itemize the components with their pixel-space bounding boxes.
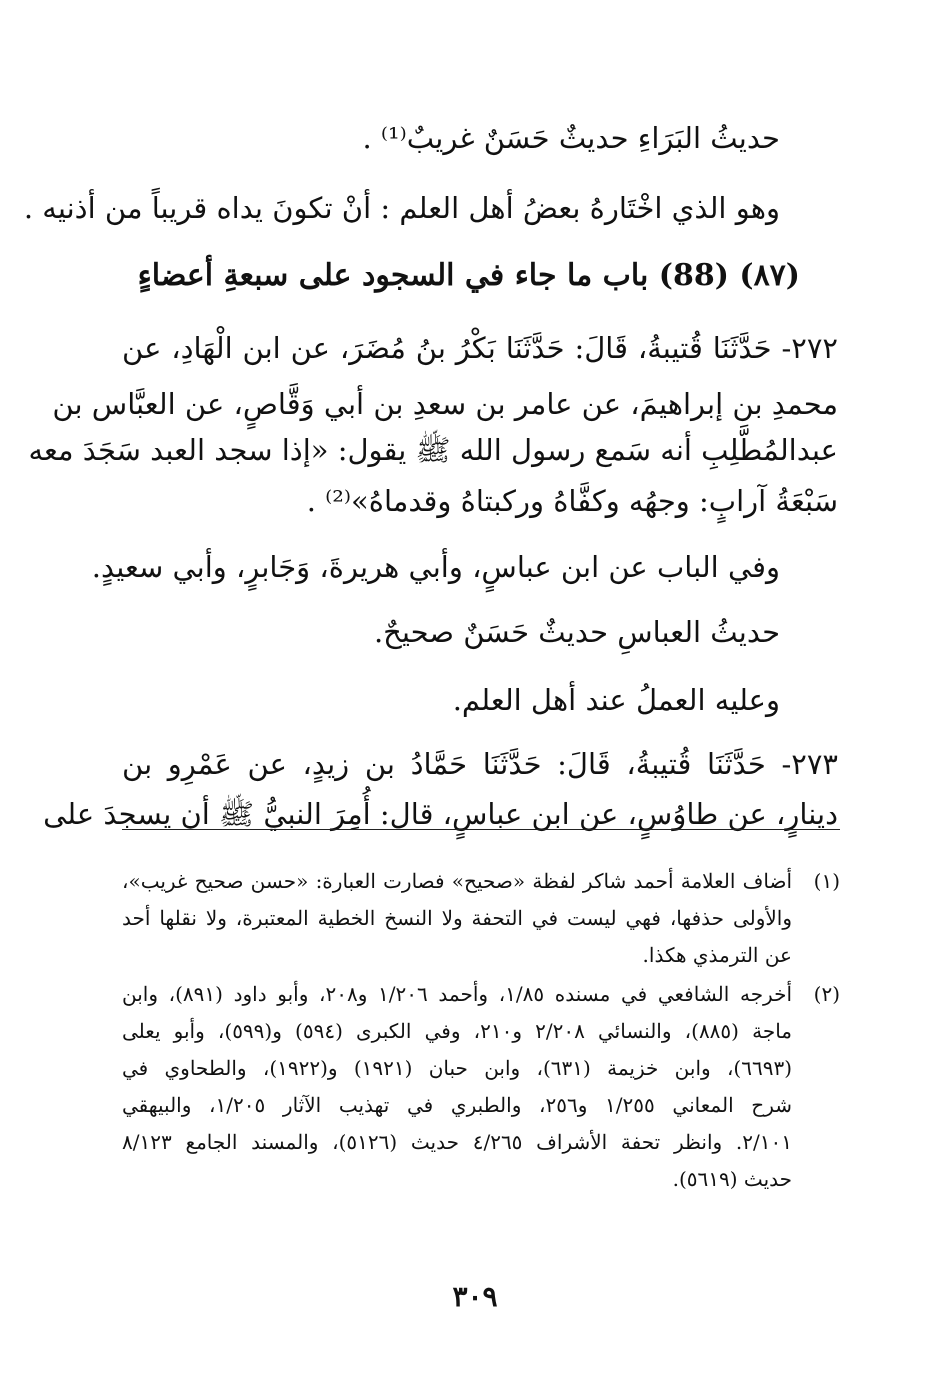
footnote-line: حديث (٥٦١٩). — [672, 1167, 792, 1191]
footnote-line: والأولى حذفها، فهي ليست في التحفة ولا النسخ الخطية المعتبرة، ولا نقلها أحد — [122, 906, 792, 930]
footnote-line: أضاف العلامة أحمد شاكر لفظة «صحيح» فصارت العبارة: «حسن صحيح غريب»، — [122, 869, 792, 893]
footnote-line: عن الترمذي هكذا. — [642, 943, 792, 967]
footnote-number: (١) — [813, 869, 840, 893]
page-number: ٣٠٩ — [452, 1280, 498, 1313]
footnote-separator — [122, 829, 840, 830]
footnote-line: ٢/١٠١. وانظر تحفة الأشراف ٤/٢٦٥ حديث (٥١٢٦)، والمسند الجامع ٨/١٢٣ — [122, 1130, 792, 1154]
text-line: وفي الباب عن ابن عباسٍ، وأبي هريرةَ، وَجَابرٍ، وأبي سعيدٍ. — [91, 550, 780, 584]
text-line: حديثُ البَرَاءِ حديثٌ حَسَنٌ غريبٌ⁽¹⁾ . — [362, 121, 780, 155]
text-line: حديثُ العباسِ حديثٌ حَسَنٌ صحيحٌ. — [373, 615, 780, 649]
hadith-273-line: ٢٧٣- حَدَّثَنَا قُتيبةُ، قَالَ: حَدَّثَنَا حَمَّادُ بن زيدٍ، عن عَمْرِو بن — [122, 747, 838, 781]
footnote-line: أخرجه الشافعي في مسنده ١/٨٥، وأحمد ١/٢٠٦ و٢٠٨، وأبو داود (٨٩١)، وابن — [122, 982, 793, 1006]
footnote-line: شرح المعاني ١/٢٥٥ و٢٥٦، والطبري في تهذيب الآثار ١/٢٠٥، والبيهقي — [122, 1093, 792, 1117]
hadith-272-line: عبدالمُطَّلِبِ أنه سَمع رسول الله ﷺ يقول: «إذا سجد العبد سَجَدَ معه — [28, 433, 838, 467]
hadith-272-line: ٢٧٢- حَدَّثَنَا قُتيبةُ، قَالَ: حَدَّثَنَا بَكْرُ بنُ مُضَرَ، عن ابن الْهَادِ، عن — [122, 331, 838, 365]
chapter-heading: (٨٧) (88) باب ما جاء في السجود على سبعةِ أعضاءٍ — [137, 258, 800, 293]
text-line: وهو الذي اخْتَارهُ بعضُ أهل العلم : أنْ تكونَ يداه قريباً من أذنيه . — [23, 191, 780, 225]
text-line: وعليه العملُ عند أهل العلم. — [452, 683, 780, 717]
hadith-272-line: محمدِ بن إبراهيمَ، عن عامر بن سعدِ بن أبي وَقَّاصٍ، عن العبَّاس بن — [52, 387, 838, 421]
footnote-number: (٢) — [813, 982, 840, 1006]
hadith-272-line: سَبْعَةُ آرابٍ: وجهُه وكفَّاهُ وركبتاهُ وقدماهُ»⁽²⁾ . — [306, 484, 838, 518]
hadith-273-line: دينارٍ، عن طاوُسٍ، عن ابن عباسٍ، قال: أُمِرَ النبيُّ ﷺ أن يسجدَ على — [43, 797, 838, 831]
footnote-line: (٦٦٩٣)، وابن خزيمة (٦٣١)، وابن حبان (١٩٢١) و(١٩٢٢)، والطحاوي في — [122, 1056, 793, 1080]
footnote-line: ماجة (٨٨٥)، والنسائي ٢/٢٠٨ و٢١٠، وفي الكبرى (٥٩٤) و(٥٩٩)، وأبو يعلى — [122, 1019, 793, 1043]
